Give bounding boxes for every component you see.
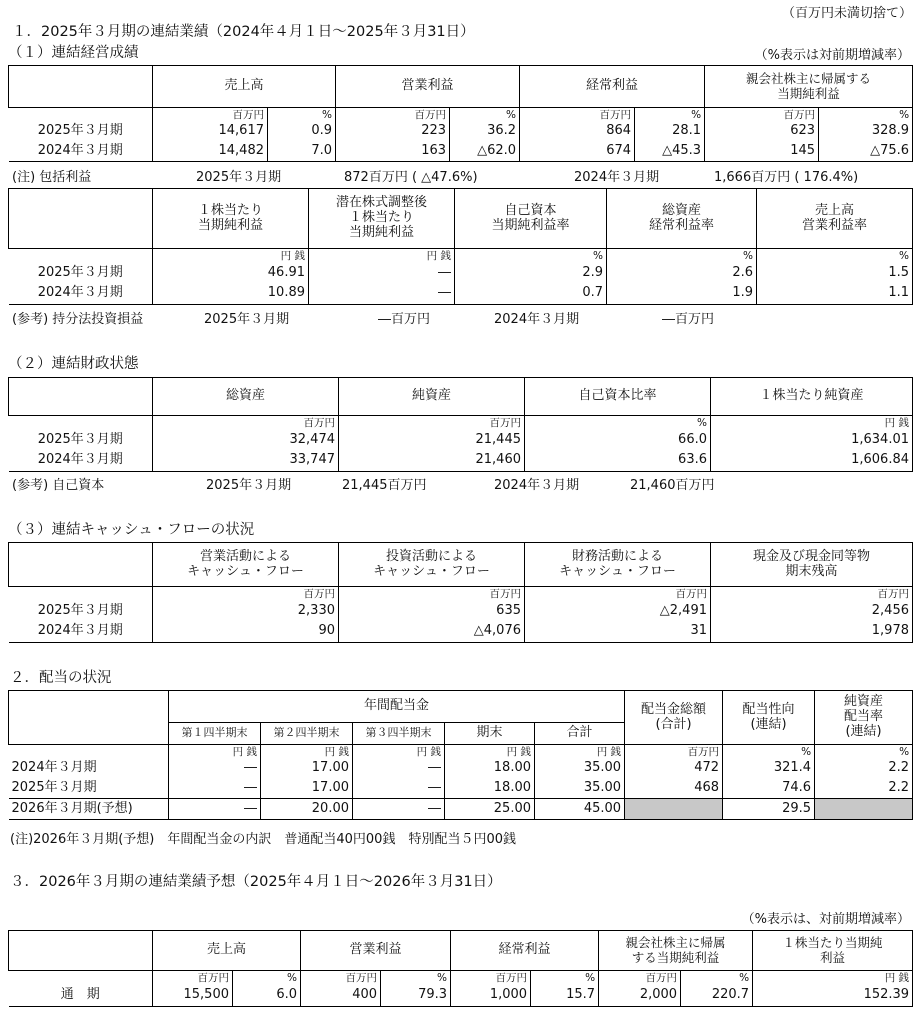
unit: 百万円: [339, 587, 525, 601]
cell: 14,482: [153, 142, 268, 162]
cell: 29.5: [723, 799, 815, 820]
cell: 33,747: [153, 451, 339, 472]
cell: 18.00: [445, 759, 535, 779]
cell: 15,500: [153, 985, 233, 1007]
s1t2-header: 売上高 営業利益率: [757, 189, 913, 249]
s3-header: 営業活動による キャッシュ・フロー: [153, 543, 339, 587]
cell: 46.91: [153, 263, 309, 284]
s2-ref-period: 2025年３月期: [206, 478, 292, 493]
cell: 7.0: [268, 142, 336, 162]
s4-table: [8, 690, 913, 820]
s2-header: 自己資本比率: [525, 378, 711, 416]
cell: 635: [339, 601, 525, 622]
cell: 32,474: [153, 430, 339, 451]
cell: 0.7: [455, 284, 607, 305]
unit: 百万円: [336, 108, 450, 122]
s3-table: [8, 542, 913, 643]
unit: %: [635, 108, 705, 122]
s2-table: [8, 377, 913, 472]
s4-note: (注)2026年３月期(予想) 年間配当金の内訳 普通配当40円00銭 特別配当５円00銭: [10, 832, 516, 847]
unit: 円 銭: [309, 249, 455, 263]
cell: 1,606.84: [711, 451, 913, 472]
s4-quarter-header: 第２四半期末: [261, 723, 353, 745]
unit: 百万円: [153, 971, 233, 985]
s5-corner: [9, 931, 153, 971]
cell: 2.9: [455, 263, 607, 284]
s2-ref-label: (参考) 自己資本: [12, 478, 105, 493]
cell: 15.7: [531, 985, 599, 1007]
unit: %: [233, 971, 301, 985]
cell: 2.2: [815, 759, 913, 779]
s2-title: （２）連結財政状態: [8, 356, 139, 372]
cell: 21,445: [339, 430, 525, 451]
s5-title: ３．2026年３月期の連結業績予想（2025年４月１日～2026年３月31日）: [10, 874, 502, 890]
unit: 百万円: [520, 108, 635, 122]
s2-header: 総資産: [153, 378, 339, 416]
s1-comprehensive-period: 2024年３月期: [574, 170, 660, 185]
s1-ref-period: 2025年３月期: [204, 312, 290, 327]
row-label: [9, 249, 153, 263]
cell: 152.39: [753, 985, 913, 1007]
unit: 百万円: [599, 971, 681, 985]
cell: 472: [625, 759, 723, 779]
s5-header: 経常利益: [451, 931, 599, 971]
row-label: 2025年３月期: [37, 264, 123, 280]
unit: 百万円: [153, 108, 268, 122]
s1t2-header: 自己資本 当期純利益率: [455, 189, 607, 249]
unit: %: [531, 971, 599, 985]
row-label: 通 期: [9, 985, 153, 1007]
row-label: 2024年３月期: [9, 622, 153, 643]
s1-comprehensive-value: 1,666百万円 ( 176.4%): [714, 170, 859, 185]
cell: 2,456: [711, 601, 913, 622]
cell: 35.00: [535, 779, 625, 799]
cell: 1,978: [711, 622, 913, 643]
s1-ref-label: (参考) 持分法投資損益: [12, 312, 144, 327]
s3-header: 財務活動による キャッシュ・フロー: [525, 543, 711, 587]
unit: %: [268, 108, 336, 122]
cell: ―: [309, 263, 455, 284]
cell: 45.00: [535, 799, 625, 820]
s1-header: 親会社株主に帰属する 当期純利益: [705, 66, 913, 108]
unit: %: [819, 108, 913, 122]
s1t2-header: １株当たり 当期純利益: [153, 189, 309, 249]
s5-header: 親会社株主に帰属 する当期純利益: [599, 931, 753, 971]
cell: ―: [169, 779, 261, 799]
unit: 円 銭: [445, 745, 535, 759]
row-label: 2025年３月期: [11, 779, 97, 795]
unit: 円 銭: [753, 971, 913, 985]
cell: 90: [153, 622, 339, 643]
cell: 1,634.01: [711, 430, 913, 451]
cell: △4,076: [339, 622, 525, 643]
s2-header: １株当たり純資産: [711, 378, 913, 416]
cell: 0.9: [268, 122, 336, 142]
s1-header: 営業利益: [336, 66, 520, 108]
cell: 145: [705, 142, 819, 162]
s2-ref-value: 21,445百万円: [342, 478, 427, 493]
cell: 74.6: [723, 779, 815, 799]
s1-comprehensive-label: (注) 包括利益: [12, 170, 92, 185]
cell: 36.2: [450, 122, 520, 142]
s4-quarter-header: 第３四半期末: [353, 723, 445, 745]
unit: %: [450, 108, 520, 122]
s1-header: 経常利益: [520, 66, 705, 108]
cell: 6.0: [233, 985, 301, 1007]
row-label: [9, 416, 153, 430]
s1-table2: [8, 188, 913, 305]
s4-side-header: 配当金総額 (合計): [625, 691, 723, 745]
cell: 14,617: [153, 122, 268, 142]
s1-title: （１）連結経営成績: [8, 45, 139, 61]
cell: 31: [525, 622, 711, 643]
row-label: 2024年３月期: [9, 451, 153, 472]
unit: 円 銭: [535, 745, 625, 759]
cell: 2.2: [815, 779, 913, 799]
cell: 18.00: [445, 779, 535, 799]
s5-header: 売上高: [153, 931, 301, 971]
cell: △75.6: [819, 142, 913, 162]
unit: 百万円: [153, 416, 339, 430]
cell: 1.1: [757, 284, 913, 305]
s4-side-header: 純資産 配当率 (連結): [815, 691, 913, 745]
cell: ―: [169, 799, 261, 820]
row-label: 2025年３月期: [37, 602, 123, 618]
row-label: 2025年３月期: [37, 431, 123, 447]
cell: 321.4: [723, 759, 815, 779]
unit-note: （百万円未満切捨て）: [781, 6, 912, 21]
cell: 2,000: [599, 985, 681, 1007]
cell: 20.00: [261, 799, 353, 820]
unit: %: [681, 971, 753, 985]
cell: △62.0: [450, 142, 520, 162]
cell: 223: [336, 122, 450, 142]
s4-quarter-header: 期末: [445, 723, 535, 745]
s1-ref-value: ―百万円: [662, 312, 715, 327]
unit: %: [607, 249, 757, 263]
cell: 864: [520, 122, 635, 142]
s1t2-header: 潜在株式調整後 １株当たり 当期純利益: [309, 189, 455, 249]
cell: 220.7: [681, 985, 753, 1007]
s1t2-corner: [9, 189, 153, 249]
cell: △45.3: [635, 142, 705, 162]
s5-note: （%表示は、対前期増減率）: [741, 912, 910, 927]
s1-ref-value: ―百万円: [378, 312, 431, 327]
unit: 百万円: [525, 587, 711, 601]
s2-ref-period: 2024年３月期: [494, 478, 580, 493]
unit: %: [723, 745, 815, 759]
unit: 百万円: [625, 745, 723, 759]
unit: %: [525, 416, 711, 430]
s3-header: 投資活動による キャッシュ・フロー: [339, 543, 525, 587]
s4-corner: [9, 723, 169, 745]
cell: 2,330: [153, 601, 339, 622]
unit: 円 銭: [353, 745, 445, 759]
cell: 63.6: [525, 451, 711, 472]
row-label: [9, 108, 153, 122]
s1-corner: [9, 66, 153, 108]
s2-ref-value: 21,460百万円: [630, 478, 715, 493]
s4-group-header: 年間配当金: [169, 691, 625, 723]
s1-table: [8, 65, 913, 162]
row-label: 2024年３月期: [9, 284, 153, 305]
cell: 28.1: [635, 122, 705, 142]
cell: △2,491: [525, 601, 711, 622]
s3-header: 現金及び現金同等物 期末残高: [711, 543, 913, 587]
s1-note: （%表示は対前期増減率）: [754, 48, 910, 63]
cell: 1.9: [607, 284, 757, 305]
row-label: [9, 971, 153, 985]
row-label: 2024年３月期: [9, 142, 153, 162]
cell: 674: [520, 142, 635, 162]
unit: %: [381, 971, 451, 985]
s3-title: （３）連結キャッシュ・フローの状況: [8, 522, 255, 538]
s4-quarter-header: 合計: [535, 723, 625, 745]
row-label: 2025年３月期: [37, 123, 123, 139]
cell: ―: [353, 779, 445, 799]
s1-header: 売上高: [153, 66, 336, 108]
cell-shaded: [815, 799, 913, 820]
cell: 163: [336, 142, 450, 162]
s1-ref-period: 2024年３月期: [494, 312, 580, 327]
cell: 328.9: [819, 122, 913, 142]
s1-comprehensive-period: 2025年３月期: [196, 170, 282, 185]
cell: 623: [705, 122, 819, 142]
row-label: 2024年３月期: [11, 760, 97, 776]
s5-header: 営業利益: [301, 931, 451, 971]
unit: 円 銭: [711, 416, 913, 430]
unit: 百万円: [339, 416, 525, 430]
s2-header: 純資産: [339, 378, 525, 416]
cell: 35.00: [535, 759, 625, 779]
cell: ―: [309, 284, 455, 305]
cell: 1.5: [757, 263, 913, 284]
unit: 百万円: [705, 108, 819, 122]
cell: 10.89: [153, 284, 309, 305]
s4-corner: [9, 691, 169, 723]
s1-comprehensive-value: 872百万円 ( △47.6%): [344, 170, 478, 185]
row-label: [9, 745, 169, 759]
cell: 25.00: [445, 799, 535, 820]
cell: 79.3: [381, 985, 451, 1007]
s4-quarter-header: 第１四半期末: [169, 723, 261, 745]
section-title-1: １．2025年３月期の連結業績（2024年４月１日～2025年３月31日）: [12, 24, 475, 40]
row-label: 2026年３月期(予想): [9, 799, 169, 820]
cell: 468: [625, 779, 723, 799]
cell: ―: [353, 799, 445, 820]
s5-table: [8, 930, 913, 1007]
cell: 400: [301, 985, 381, 1007]
unit: 百万円: [711, 587, 913, 601]
unit: 百万円: [301, 971, 381, 985]
cell: ―: [353, 759, 445, 779]
cell: 17.00: [261, 759, 353, 779]
unit: %: [815, 745, 913, 759]
s3-corner: [9, 543, 153, 587]
row-label: [9, 587, 153, 601]
s1t2-header: 総資産 経常利益率: [607, 189, 757, 249]
cell: 2.6: [607, 263, 757, 284]
unit: 円 銭: [153, 249, 309, 263]
s4-side-header: 配当性向 (連結): [723, 691, 815, 745]
cell: 17.00: [261, 779, 353, 799]
cell-shaded: [625, 799, 723, 820]
unit: 百万円: [451, 971, 531, 985]
s4-title: ２．配当の状況: [10, 670, 112, 686]
cell: ―: [169, 759, 261, 779]
unit: 円 銭: [169, 745, 261, 759]
cell: 1,000: [451, 985, 531, 1007]
unit: %: [757, 249, 913, 263]
s5-header: １株当たり当期純 利益: [753, 931, 913, 971]
unit: %: [455, 249, 607, 263]
unit: 円 銭: [261, 745, 353, 759]
s2-corner: [9, 378, 153, 416]
cell: 66.0: [525, 430, 711, 451]
unit: 百万円: [153, 587, 339, 601]
cell: 21,460: [339, 451, 525, 472]
